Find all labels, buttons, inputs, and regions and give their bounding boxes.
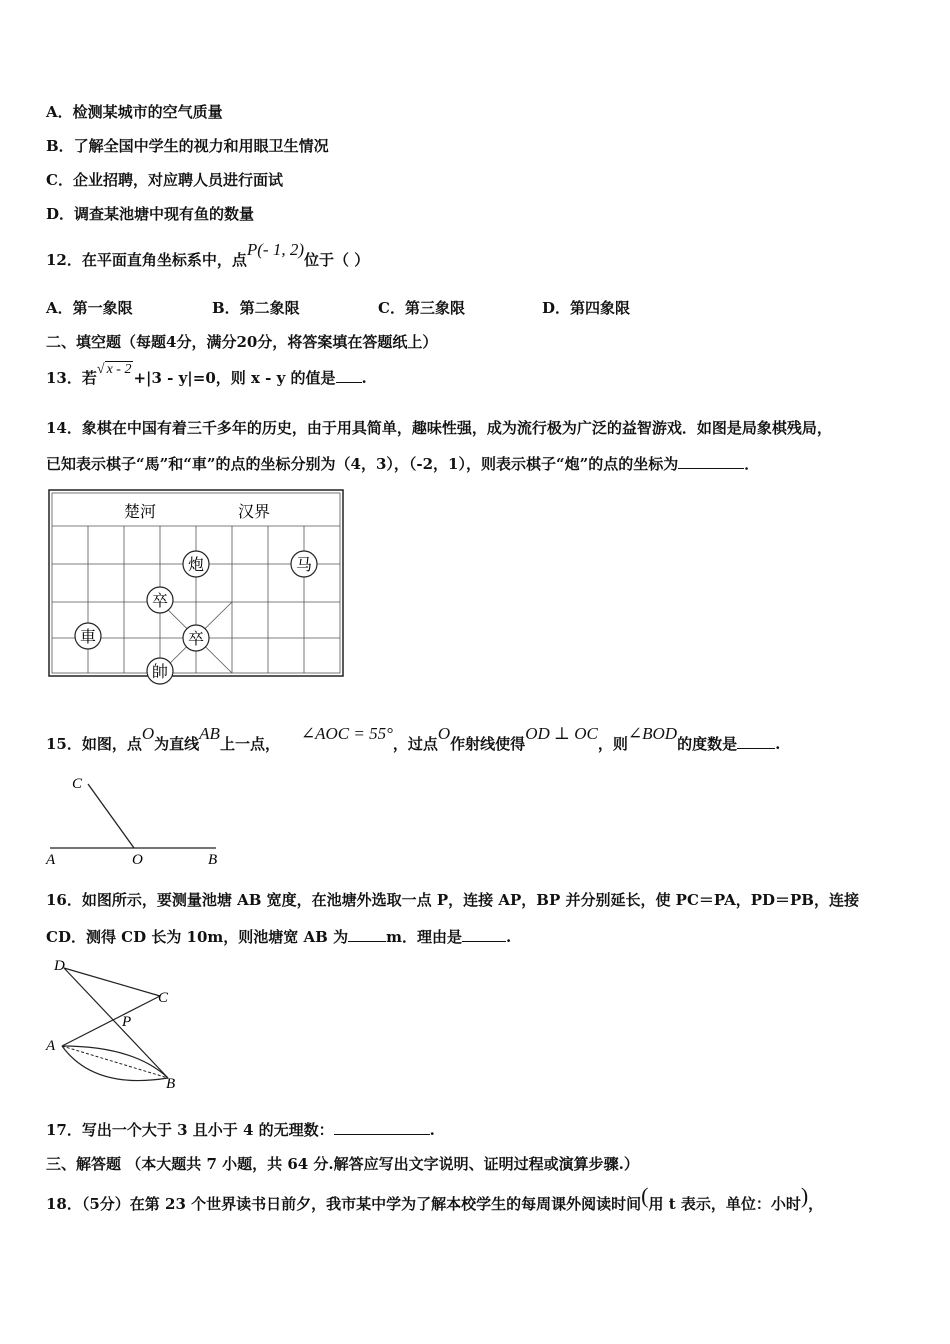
- q15-end: .: [775, 735, 781, 753]
- label-c: C: [72, 776, 83, 792]
- q17-answer-blank[interactable]: [334, 1120, 430, 1135]
- q18-text: 18．（5分）在第 23 个世界读书日前夕，我市某中学为了解本校学生的每周课外阅读时间: [46, 1195, 642, 1213]
- q16-line-2b: m．理由是: [386, 928, 462, 946]
- q17-end: .: [429, 1121, 435, 1139]
- q14-line-1: 14．象棋在中国有着三千多年的历史，由于用具简单，趣味性强，成为流行极为广泛的益智游戏．如图是局象棋残局，: [46, 419, 832, 437]
- q13-sqrt: √ x - 2: [96, 362, 132, 377]
- q15-part-7: 的度数是: [677, 735, 738, 753]
- question-15: [46, 724, 781, 754]
- q16-answer-blank-1[interactable]: [348, 927, 386, 942]
- segment-dc: [64, 968, 160, 996]
- section-3-header: 三、解答题 （本大题共 7 小题，共 64 分.解答应写出文字说明、证明过程或演算步骤.）: [46, 1155, 639, 1173]
- q13-end: .: [361, 369, 367, 387]
- q18-paren-close: ): [800, 1183, 809, 1208]
- piece-shuai-label: 帥: [151, 664, 169, 681]
- question-17: [46, 1120, 435, 1140]
- q18-inner: 用 t 表示，单位：小时: [648, 1195, 801, 1213]
- piece-che-label: 車: [79, 629, 97, 646]
- q15-math-o-2: O: [437, 724, 451, 743]
- q15-math-o: O: [141, 724, 155, 743]
- label-b: B: [208, 852, 218, 868]
- q15-part-5: 作射线使得: [450, 735, 526, 753]
- option-12-a: A．第一象限: [46, 299, 133, 317]
- q12-suffix: 位于（ ）: [304, 251, 370, 269]
- chess-board-figure: [46, 488, 348, 688]
- option-12-d: D．第四象限: [542, 299, 631, 317]
- q15-answer-blank[interactable]: [737, 734, 775, 749]
- q15-part-6: ，则: [597, 735, 628, 753]
- question-12: [46, 240, 370, 270]
- q13-radicand: x - 2: [106, 362, 132, 377]
- piece-zu-1: [147, 587, 173, 613]
- river-label-left: 楚河: [124, 504, 157, 521]
- option-12-b: B．第二象限: [212, 299, 300, 317]
- q15-math-od-perp-oc: OD ⊥ OC: [525, 724, 598, 743]
- q16-figure: [44, 954, 194, 1092]
- piece-pao-label: 炮: [187, 557, 205, 574]
- q18-paren-open: (: [641, 1183, 649, 1208]
- q15-math-angle-bod: ∠BOD: [627, 724, 678, 743]
- q15-part-1: 15．如图，点: [46, 735, 142, 753]
- piece-che: [75, 623, 101, 649]
- question-13: [46, 362, 367, 390]
- question-14-line-2: [46, 454, 759, 474]
- segment-db: [64, 968, 168, 1078]
- q14-line-2: 已知表示棋子“馬”和“車”的点的坐标分别为（4，3），（-2，1），则表示棋子“炮”的点的坐标为: [46, 455, 679, 473]
- piece-ma-label: 马: [295, 557, 313, 574]
- q16-end: .: [505, 928, 512, 946]
- q14-answer-blank[interactable]: [678, 454, 744, 469]
- q15-figure: [44, 772, 234, 868]
- label-b-16: B: [166, 1076, 176, 1092]
- segment-ca: [62, 996, 160, 1046]
- option-11-a: A．检测某城市的空气质量: [46, 103, 223, 121]
- river-label-right: 汉界: [238, 504, 271, 521]
- option-11-b: B．了解全国中学生的视力和用眼卫生情况: [46, 137, 329, 155]
- label-d: D: [54, 958, 65, 974]
- option-11-d: D．调查某池塘中现有鱼的数量: [46, 205, 255, 223]
- q15-math-ab: AB: [199, 724, 220, 743]
- q16-answer-blank-2[interactable]: [462, 927, 506, 942]
- piece-zu-2-label: 卒: [187, 631, 205, 648]
- piece-pao: [183, 551, 209, 577]
- question-18: [46, 1183, 824, 1214]
- q12-prefix: 12．在平面直角坐标系中，点: [46, 251, 247, 269]
- q15-part-4: ，过点: [392, 735, 438, 753]
- q17-text: 17．写出一个大于 3 且小于 4 的无理数：: [46, 1121, 334, 1139]
- option-12-c: C．第三象限: [378, 299, 465, 317]
- label-a-16: A: [46, 1038, 56, 1054]
- q18-end: ，: [808, 1195, 824, 1213]
- label-p: P: [122, 1014, 132, 1030]
- q16-line-2a: CD．测得 CD 长为 10m，则池塘宽 AB 为: [46, 928, 349, 946]
- q13-prefix: 13．若: [46, 369, 97, 387]
- q15-part-3: 上一点，: [219, 735, 280, 753]
- piece-shuai: [147, 658, 173, 684]
- ray-oc: [88, 784, 134, 848]
- q15-part-2: 为直线: [154, 735, 200, 753]
- piece-zu-1-label: 卒: [151, 593, 169, 610]
- q13-answer-blank[interactable]: [336, 368, 362, 383]
- piece-zu-2: [183, 625, 209, 651]
- q13-suffix: +|3 - y|=0，则 x - y 的值是: [133, 369, 336, 387]
- question-16-line-2: [46, 927, 511, 947]
- label-o: O: [132, 852, 143, 868]
- label-a: A: [46, 852, 56, 868]
- section-2-header: 二、填空题（每题4分，满分20分，将答案填在答题纸上）: [46, 333, 438, 351]
- label-c-16: C: [158, 990, 169, 1006]
- q14-end: ．: [744, 455, 760, 473]
- q12-point-math: P(- 1, 2): [246, 240, 305, 259]
- q16-line-1: 16．如图所示，要测量池塘 AB 宽度，在池塘外选取一点 P，连接 AP，BP 并分别延长，使 PC＝PA，PD＝PB，连接: [46, 891, 859, 909]
- option-11-c: C．企业招聘，对应聘人员进行面试: [46, 171, 283, 189]
- piece-ma: [291, 551, 317, 577]
- q15-math-angle-aoc: ∠AOC = 55°: [300, 724, 393, 743]
